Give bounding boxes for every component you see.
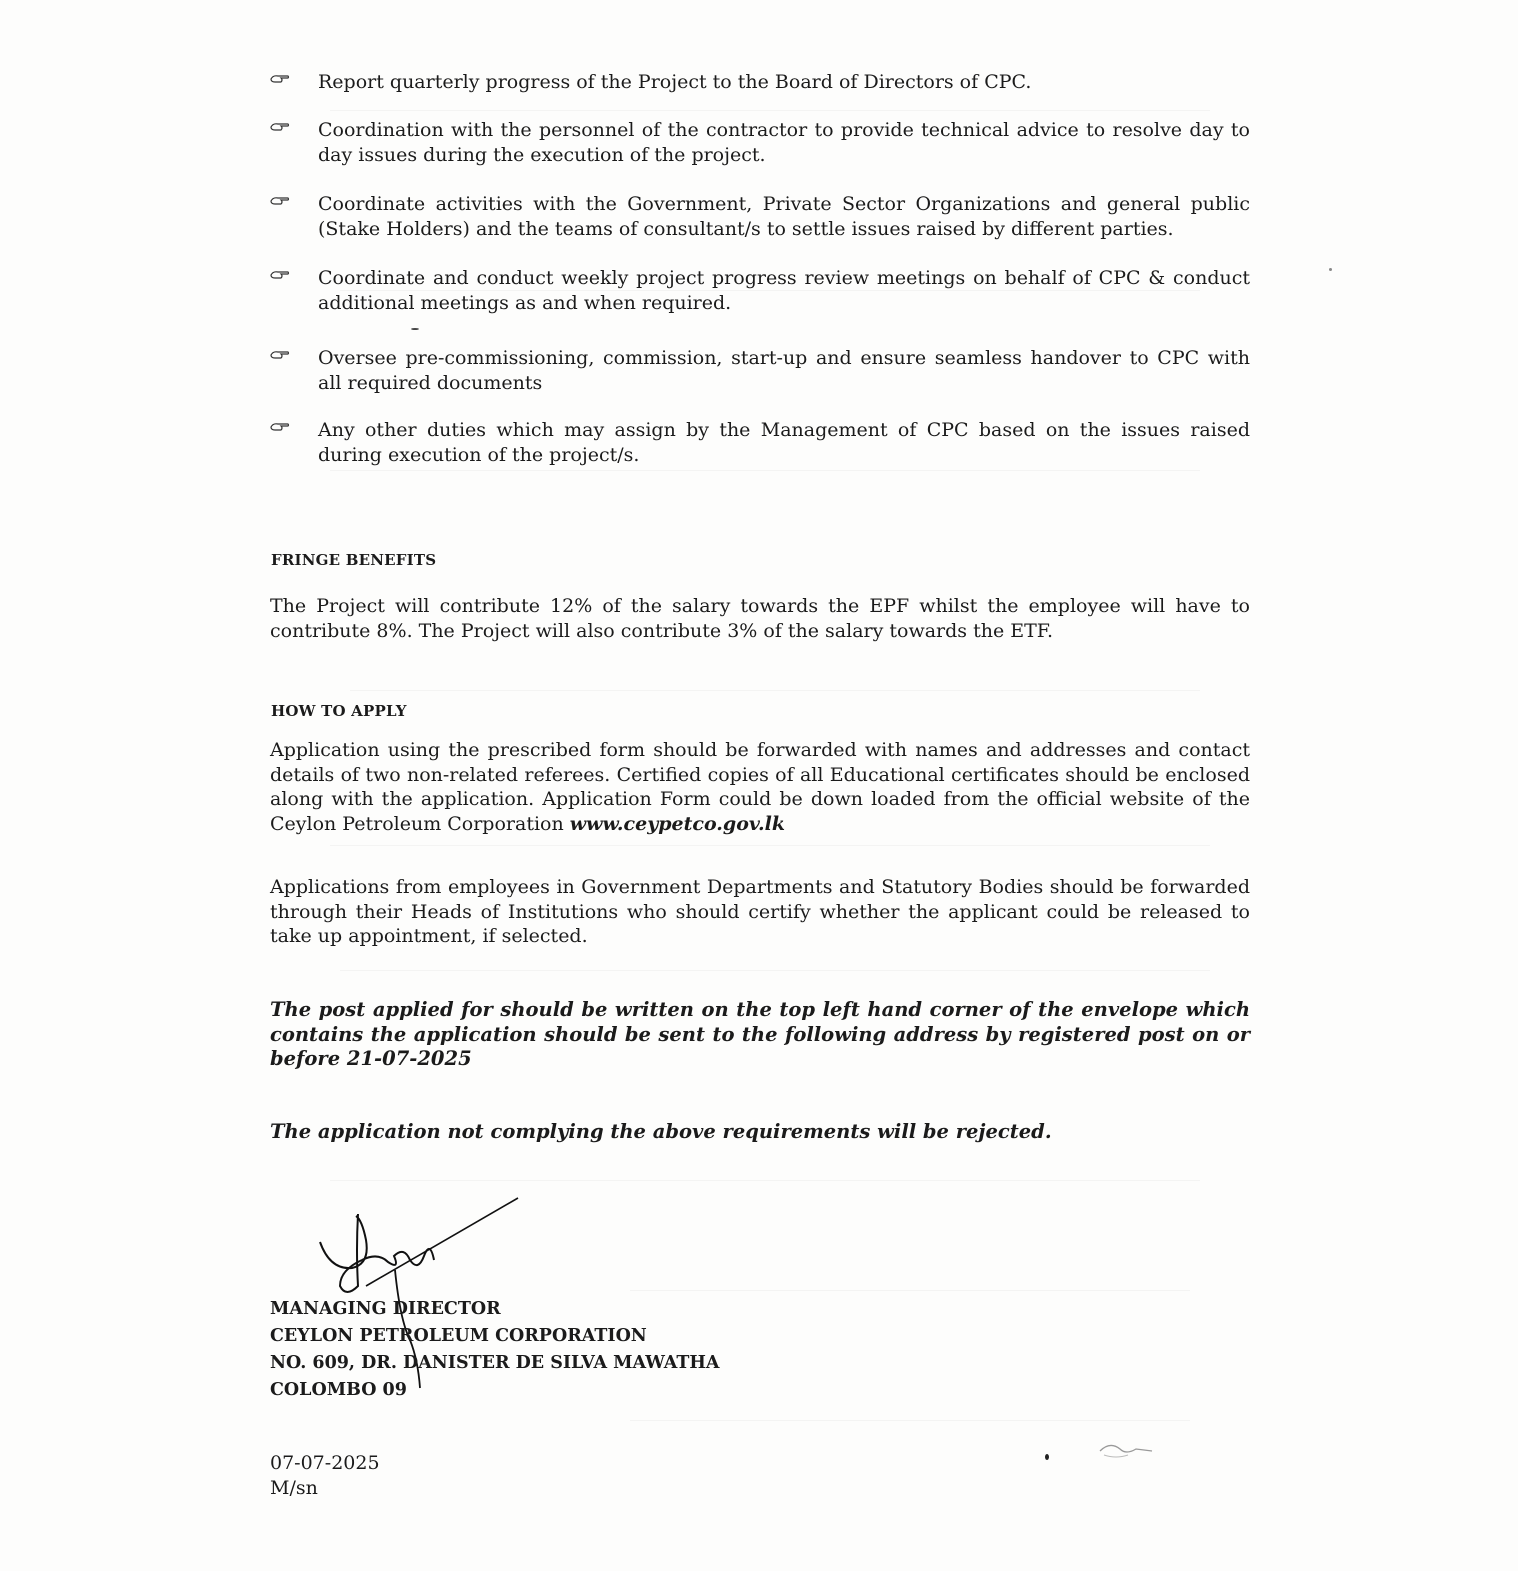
reference-code: M/sn	[270, 1477, 318, 1499]
government-employees-paragraph: Applications from employees in Government Departments and Statutory Bodies should be forwarded through their Heads of Institutions who should certify whether the applicant could be released to take up appointment, if selected.	[270, 876, 1250, 947]
list-item	[270, 266, 1250, 316]
pointing-hand-icon	[270, 269, 290, 281]
application-instructions: Application using the prescribed form should be forwarded with names and addresses and contact details of two non-related referees. Certified copies of all Educational certificates should be enclosed along with the application. Application Form could be down loaded from the official website of the Ceylon Petroleum Corporation	[270, 739, 1250, 835]
duty-text: Coordinate and conduct weekly project progress review meetings on behalf of CPC & conduct additional meetings as and when required.	[318, 267, 1250, 314]
scan-speck	[1329, 268, 1332, 271]
scan-smudge	[1096, 1437, 1156, 1463]
scan-speck	[411, 328, 419, 330]
how-to-apply-heading: HOW TO APPLY	[271, 702, 407, 720]
list-item	[270, 418, 1250, 468]
duty-text: Coordinate activities with the Government, Private Sector Organizations and general public (Stake Holders) and the teams of consultant/s to settle issues raised by different parties.	[318, 193, 1250, 240]
address-line: NO. 609, DR. DANISTER DE SILVA MAWATHA	[270, 1353, 720, 1373]
list-item	[270, 118, 1250, 168]
website-link[interactable]: www.ceypetco.gov.lk	[569, 812, 785, 835]
duty-text: Oversee pre-commissioning, commission, start-up and ensure seamless handover to CPC with all required documents	[318, 347, 1250, 394]
signatory-title: MANAGING DIRECTOR	[270, 1299, 501, 1319]
rejection-notice: The application not complying the above requirements will be rejected.	[270, 1120, 1052, 1143]
fringe-benefits-heading: FRINGE BENEFITS	[271, 551, 437, 569]
pointing-hand-icon	[270, 121, 290, 133]
duty-text: Coordination with the personnel of the contractor to provide technical advice to resolve day to day issues during the execution of the project.	[318, 119, 1250, 166]
city: COLOMBO 09	[270, 1380, 407, 1400]
scan-speck	[1045, 1454, 1049, 1460]
duty-text: Any other duties which may assign by the Management of CPC based on the issues raised during execution of the project/s.	[318, 419, 1250, 466]
document-date: 07-07-2025	[270, 1452, 380, 1474]
list-item	[270, 192, 1250, 242]
pointing-hand-icon	[270, 195, 290, 207]
fringe-benefits-text: The Project will contribute 12% of the salary towards the EPF whilst the employee will have to contribute 8%. The Project will also contribute 3% of the salary towards the ETF.	[270, 595, 1250, 642]
organization-name: CEYLON PETROLEUM CORPORATION	[270, 1326, 647, 1346]
list-item	[270, 70, 1250, 95]
duty-text: Report quarterly progress of the Project to the Board of Directors of CPC.	[318, 71, 1032, 93]
how-to-apply-paragraph	[270, 738, 1250, 836]
pointing-hand-icon	[270, 73, 290, 85]
pointing-hand-icon	[270, 421, 290, 433]
envelope-notice: The post applied for should be written on the top left hand corner of the envelope which contains the application should be sent to the following address by registered post on or before 21-07-2025	[270, 998, 1250, 1070]
document-footer	[270, 1451, 380, 1501]
signatory-block	[270, 1296, 720, 1404]
list-item	[270, 346, 1250, 396]
pointing-hand-icon	[270, 349, 290, 361]
